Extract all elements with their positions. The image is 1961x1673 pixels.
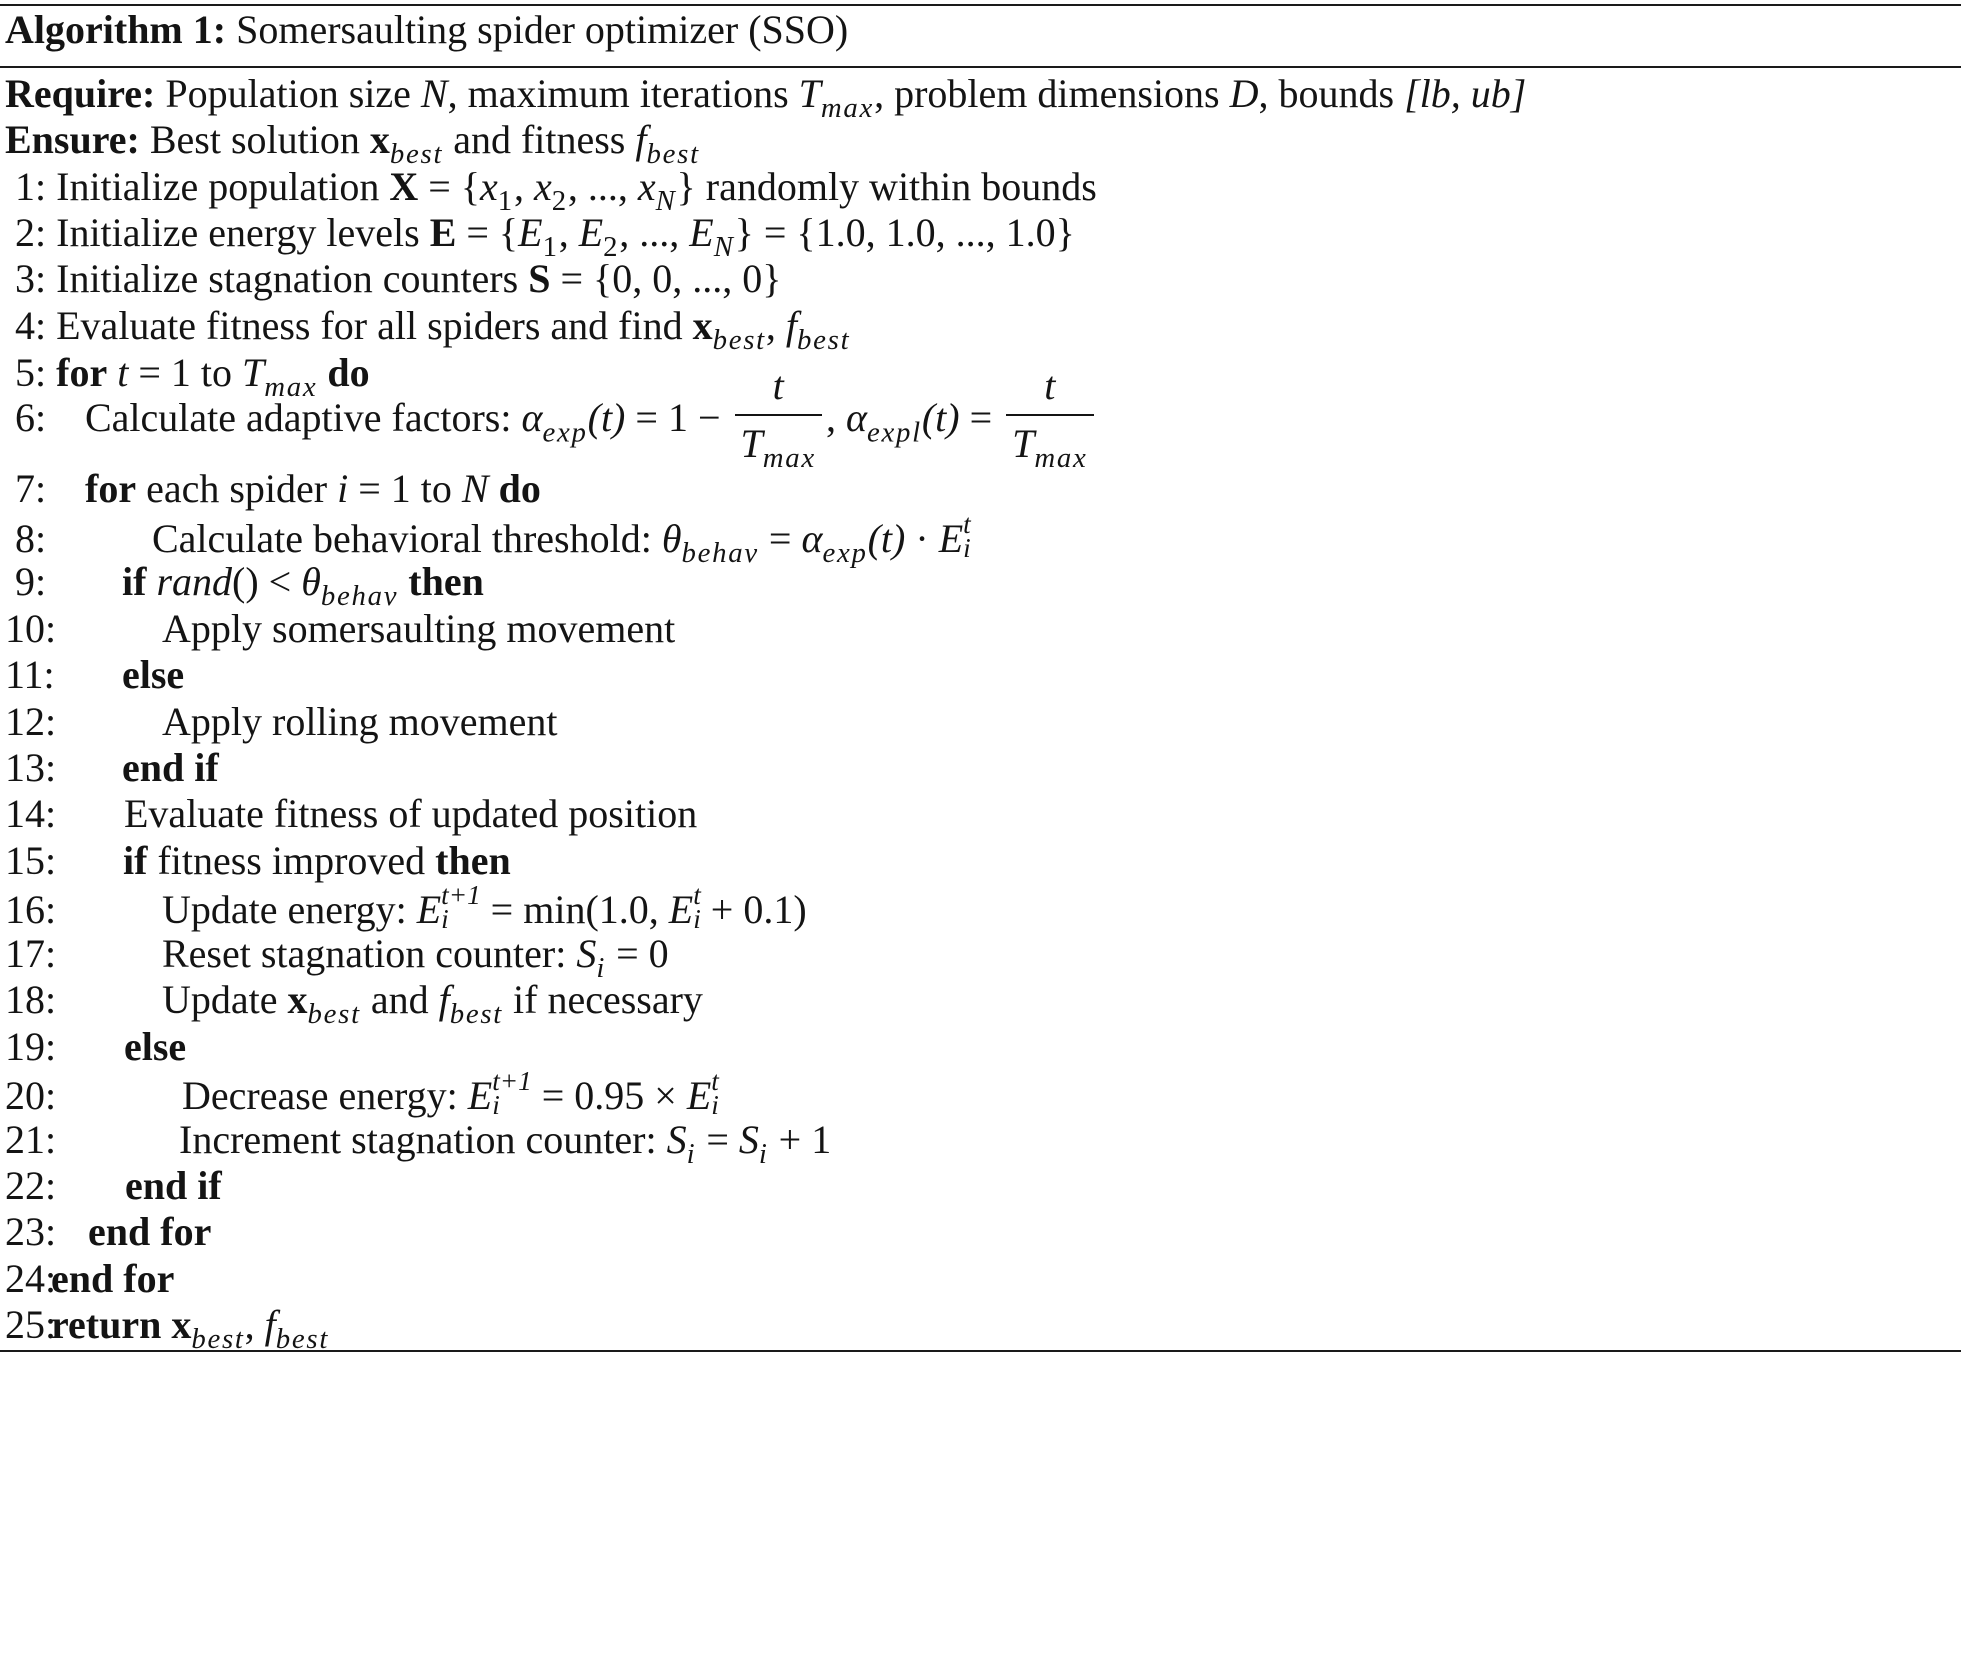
step-14 [5, 790, 697, 838]
var-f: f [785, 303, 798, 348]
keyword-for: for [85, 466, 137, 511]
math-text: + 1 [768, 1117, 832, 1162]
sup-sub [711, 1066, 719, 1121]
subscript: i [686, 1138, 697, 1171]
line-number: 14: [5, 791, 57, 836]
keyword-return: return [51, 1302, 162, 1347]
var-x: x [369, 117, 390, 162]
fraction [1006, 358, 1093, 486]
var-x: x [533, 164, 552, 209]
step-21 [5, 1116, 832, 1171]
math-text: = 1 to [348, 466, 462, 511]
subscript-best: best [646, 138, 700, 171]
math-text: , [513, 164, 534, 209]
var-X: X [389, 164, 419, 209]
caption-rule [0, 66, 1961, 68]
math-text: , [765, 303, 786, 348]
keyword-do: do [498, 466, 541, 511]
line-number: 5: [15, 350, 47, 395]
line-number: 24: [5, 1256, 57, 1301]
step-19 [5, 1023, 186, 1071]
math-text: (t) [921, 395, 960, 441]
math-text: = 1 − [625, 395, 731, 441]
var-alpha: α [845, 395, 867, 441]
step-7 [15, 465, 541, 513]
var-E: E [938, 516, 964, 562]
var-x: x [287, 977, 308, 1022]
line-number: 15: [5, 838, 57, 883]
var-i: i [337, 466, 349, 511]
line-number: 23: [5, 1209, 57, 1254]
var-x: x [637, 164, 656, 209]
step-text: Initialize stagnation counters [56, 256, 529, 301]
fraction [735, 358, 822, 486]
algorithm-title: Somersaulting spider optimizer (SSO) [236, 7, 849, 52]
line-number: 1: [15, 164, 47, 209]
keyword-end-for: end for [51, 1256, 175, 1301]
var-E: E [518, 210, 543, 255]
var-S: S [666, 1117, 687, 1162]
var-x: x [692, 303, 713, 348]
line-number: 19: [5, 1024, 57, 1069]
step-9 [15, 558, 484, 613]
superscript: t+1 [492, 1066, 532, 1096]
subscript-best: best [797, 324, 851, 357]
subscript: i [441, 904, 449, 935]
math-text: = 1 to [128, 350, 242, 395]
step-text: Initialize energy levels [56, 210, 430, 255]
step-text: Reset stagnation counter: [162, 931, 577, 976]
var-theta: θ [661, 516, 682, 562]
subscript-max: max [762, 442, 816, 475]
step-text: fitness improved [147, 838, 436, 883]
math-text: , ..., [619, 210, 690, 255]
step-10 [5, 605, 675, 653]
sup-sub [492, 1066, 532, 1121]
step-25 [5, 1301, 330, 1356]
superscript: t [963, 509, 971, 539]
var-D: D [1229, 71, 1259, 116]
sup-sub [693, 880, 701, 935]
step-text: Apply somersaulting movement [162, 606, 676, 651]
step-16 [5, 880, 807, 935]
subscript-best: best [307, 998, 361, 1031]
var-E: E [467, 1073, 493, 1119]
subscript-exp: exp [542, 416, 588, 449]
step-text: Increment stagnation counter: [179, 1117, 667, 1162]
step-text: each spider [136, 466, 338, 511]
step-text: Calculate adaptive factors: [85, 395, 522, 441]
step-15 [5, 837, 511, 885]
line-number: 10: [5, 606, 57, 651]
keyword-if: if [122, 559, 147, 604]
step-text: if necessary [503, 977, 703, 1022]
keyword-for: for [56, 350, 108, 395]
math-text: = [959, 395, 1003, 441]
var-S: S [528, 256, 551, 301]
var-f: f [635, 117, 647, 162]
keyword-else: else [122, 652, 185, 697]
fraction-denominator [1006, 416, 1093, 486]
step-text: Decrease energy: [182, 1073, 468, 1119]
subscript: i [711, 1090, 719, 1121]
keyword-if: if [123, 838, 148, 883]
step-17 [5, 930, 669, 985]
superscript: t [693, 880, 701, 910]
var-T: T [1012, 421, 1035, 466]
var-f: f [438, 977, 450, 1022]
var-E: E [686, 1073, 712, 1119]
superscript: t [711, 1066, 719, 1096]
line-number: 17: [5, 931, 57, 976]
line-number: 25: [5, 1302, 57, 1347]
var-E: E [689, 210, 714, 255]
var-f: f [264, 1302, 276, 1347]
subscript: 2 [603, 231, 620, 264]
subscript-best: best [712, 324, 766, 357]
line-number: 3: [15, 256, 47, 301]
step-text: Calculate behavioral threshold: [152, 516, 662, 562]
step-6 [15, 358, 1098, 478]
step-4 [15, 302, 851, 357]
line-number: 22: [5, 1163, 57, 1208]
line-number: 4: [15, 303, 47, 348]
step-text: randomly within bounds [695, 164, 1097, 209]
line-number: 13: [5, 745, 57, 790]
var-E: E [668, 887, 694, 933]
subscript: i [758, 1138, 769, 1171]
subscript: i [492, 1090, 500, 1121]
math-text: , [244, 1302, 265, 1347]
bounds-value: [lb, ub] [1404, 71, 1527, 116]
keyword-then: then [408, 559, 484, 604]
var-S: S [738, 1117, 759, 1162]
subscript: N [713, 231, 735, 264]
step-11 [5, 651, 184, 699]
step-3 [15, 255, 781, 303]
line-number: 6: [15, 395, 47, 441]
keyword-end-if: end if [122, 745, 219, 790]
fraction-denominator [735, 416, 822, 486]
subscript-best: best [275, 1323, 330, 1356]
ensure-text: Best solution [149, 117, 370, 162]
line-number: 20: [5, 1073, 57, 1119]
require-text: Population size [165, 71, 421, 116]
step-text: Initialize population [56, 164, 390, 209]
subscript-behav: behav [681, 537, 759, 570]
subscript-best: best [449, 998, 504, 1031]
subscript-max: max [820, 92, 875, 125]
var-t: t [117, 350, 129, 395]
math-text: , [825, 395, 846, 441]
math-text: , ..., [567, 164, 638, 209]
require-text: , bounds [1258, 71, 1405, 116]
var-T: T [798, 71, 821, 116]
subscript-best: best [389, 138, 444, 171]
step-text: Update energy: [162, 887, 417, 933]
math-text: = [696, 1117, 739, 1162]
subscript: N [655, 185, 677, 218]
step-24 [5, 1255, 174, 1303]
step-20 [5, 1066, 719, 1121]
math-text: = 0 [606, 931, 669, 976]
math-text: (t) [867, 516, 906, 562]
subscript-best: best [191, 1323, 245, 1356]
math-text: · [905, 516, 939, 562]
var-E: E [416, 887, 442, 933]
step-22 [5, 1162, 222, 1210]
fraction-numerator: t [1006, 358, 1093, 416]
math-text: (t) [587, 395, 626, 441]
line-number: 8: [15, 516, 47, 562]
step-23 [5, 1208, 211, 1256]
math-text: } = {1.0, 1.0, ..., 1.0} [734, 210, 1075, 255]
math-text: = 0.95 × [531, 1073, 687, 1119]
subscript-exp: exp [822, 537, 868, 570]
keyword-else: else [124, 1024, 187, 1069]
line-number: 12: [5, 699, 57, 744]
step-2 [15, 209, 1075, 264]
line-number: 11: [5, 652, 55, 697]
subscript: i [596, 952, 607, 985]
var-x: x [480, 164, 498, 209]
ensure-keyword: Ensure: [5, 117, 140, 162]
step-18 [5, 976, 703, 1031]
var-T: T [740, 421, 763, 466]
step-text: Update [162, 977, 288, 1022]
math-text: , [558, 210, 579, 255]
keyword-then: then [435, 838, 511, 883]
var-x: x [171, 1302, 192, 1347]
subscript: i [963, 533, 971, 564]
math-text: = { [456, 210, 519, 255]
require-text: , problem dimensions [874, 71, 1230, 116]
sup-sub [441, 880, 481, 935]
math-text: = [758, 516, 802, 562]
line-number: 16: [5, 887, 57, 933]
require-text: , maximum iterations [447, 71, 799, 116]
var-N: N [461, 466, 489, 511]
var-E: E [578, 210, 604, 255]
line-number: 21: [5, 1117, 57, 1162]
math-text: = {0, 0, ..., 0} [550, 256, 782, 301]
step-13 [5, 744, 219, 792]
func-rand: rand [156, 559, 233, 604]
math-text: () < [232, 559, 302, 604]
var-alpha: α [801, 516, 823, 562]
var-T: T [242, 350, 265, 395]
math-text: } [676, 164, 696, 209]
algorithm-caption [5, 6, 848, 54]
subscript-behav: behav [320, 580, 399, 613]
subscript: 2 [551, 185, 568, 218]
step-1 [15, 163, 1097, 218]
sup-sub [963, 509, 971, 564]
keyword-end-if: end if [125, 1163, 222, 1208]
subscript-max: max [1034, 442, 1088, 475]
var-S: S [576, 931, 597, 976]
line-number: 9: [15, 559, 47, 604]
step-12 [5, 698, 558, 746]
ensure-text: and fitness [443, 117, 636, 162]
subscript-max: max [264, 371, 318, 404]
step-text: Evaluate fitness of updated position [124, 791, 698, 836]
var-E: E [429, 210, 457, 255]
step-8 [15, 509, 971, 570]
subscript: 1 [497, 185, 514, 218]
keyword-end-for: end for [88, 1209, 212, 1254]
var-N: N [420, 71, 448, 116]
bottom-rule [0, 1350, 1961, 1352]
line-number: 7: [15, 466, 47, 511]
step-text: and [360, 977, 439, 1022]
keyword-do: do [327, 350, 370, 395]
math-text: = { [418, 164, 481, 209]
algorithm-label: Algorithm 1: [5, 7, 227, 52]
math-text: + 0.1) [700, 887, 807, 933]
subscript-expl: expl [866, 416, 922, 449]
line-number: 18: [5, 977, 57, 1022]
line-number: 2: [15, 210, 47, 255]
step-text: Evaluate fitness for all spiders and find [56, 303, 693, 348]
ensure-line [5, 116, 700, 171]
step-text: Apply rolling movement [162, 699, 558, 744]
subscript: 1 [542, 231, 559, 264]
math-text: = min(1.0, [480, 887, 669, 933]
fraction-numerator: t [735, 358, 822, 416]
var-alpha: α [521, 395, 543, 441]
var-theta: θ [301, 559, 321, 604]
superscript: t+1 [441, 880, 481, 910]
require-keyword: Require: [5, 71, 156, 116]
require-line [5, 70, 1527, 125]
subscript: i [693, 904, 701, 935]
